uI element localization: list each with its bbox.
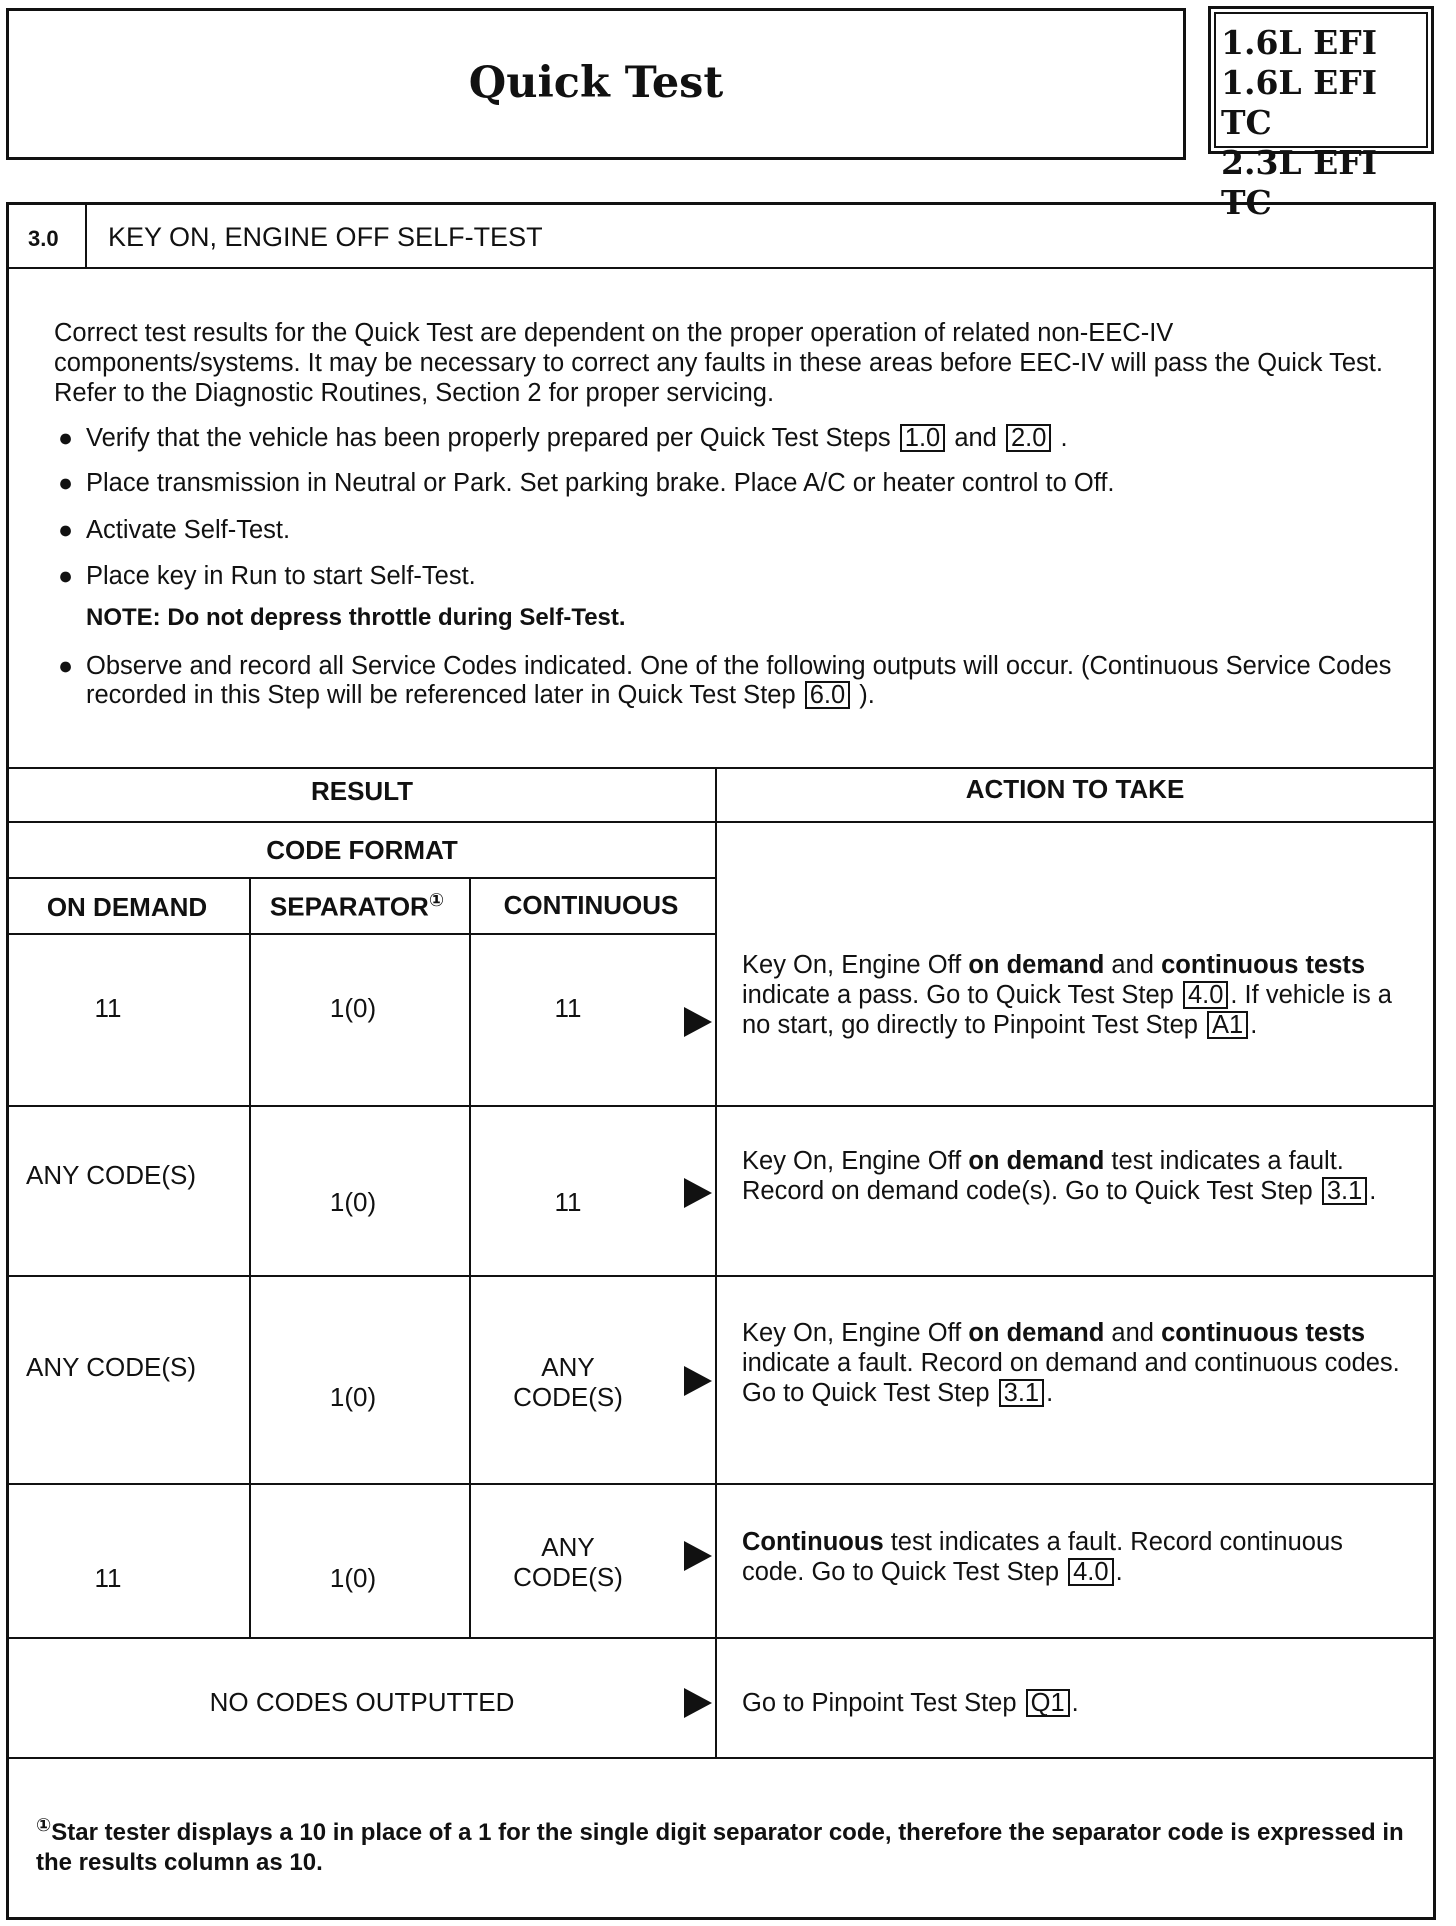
step-title: KEY ON, ENGINE OFF SELF-TEST bbox=[108, 222, 543, 252]
arrow-right-icon bbox=[684, 1541, 712, 1571]
action-cell: Key On, Engine Off on demand test indicates a fault. Record on demand code(s). Go to Quick Test Step 3.1 . bbox=[742, 1147, 1377, 1205]
result-header: RESULT bbox=[310, 776, 414, 806]
step-ref: 3.1 bbox=[999, 1379, 1044, 1407]
footnote-mark: ① bbox=[428, 890, 445, 910]
step-ref: 1.0 bbox=[900, 424, 945, 452]
step-number: 3.0 bbox=[28, 226, 59, 251]
divider bbox=[9, 933, 717, 935]
on-demand-cell: ANY CODE(S) bbox=[26, 1160, 196, 1190]
divider bbox=[9, 1483, 1433, 1485]
bullet-text: ). bbox=[859, 681, 875, 709]
list-item: ● Verify that the vehicle has been properly prepared per Quick Test Steps 1.0 and 2.0 . bbox=[58, 424, 1068, 452]
step-ref: 2.0 bbox=[1006, 424, 1051, 452]
intro-paragraph: Correct test results for the Quick Test are dependent on the proper operation of related non-EEC-IV components/systems. It may be necessary to correct any faults in these areas before EEC-IV will pass the Quick Test. Refer to the Diagnostic Routines, Section 2 for proper servicing. bbox=[54, 319, 1383, 407]
list-item bbox=[58, 516, 1408, 545]
divider bbox=[9, 1275, 1433, 1277]
col-header-continuous: CONTINUOUS bbox=[503, 890, 679, 920]
code-format-header: CODE FORMAT bbox=[266, 835, 458, 865]
list-item bbox=[58, 652, 1408, 710]
continuous-cell: ANY CODE(S) bbox=[513, 1532, 623, 1592]
action-header: ACTION TO TAKE bbox=[965, 774, 1185, 804]
on-demand-cell: ANY CODE(S) bbox=[26, 1352, 196, 1382]
on-demand-cell: 11 bbox=[94, 1563, 122, 1593]
footnote bbox=[36, 1815, 1416, 1878]
step-ref: Q1 bbox=[1026, 1689, 1070, 1717]
step-ref: 3.1 bbox=[1322, 1177, 1367, 1205]
bullet-text: Place key in Run to start Self-Test. bbox=[86, 562, 476, 590]
divider bbox=[469, 877, 471, 1637]
step-ref: 6.0 bbox=[805, 681, 850, 709]
continuous-cell: 11 bbox=[554, 993, 582, 1023]
divider bbox=[715, 767, 717, 1757]
footnote-mark: ① bbox=[36, 1815, 52, 1835]
bullet-text: Place transmission in Neutral or Park. Set parking brake. Place A/C or heater control to Off. bbox=[86, 469, 1115, 497]
list-item bbox=[58, 469, 1408, 498]
separator-cell: 1(0) bbox=[329, 1187, 377, 1217]
continuous-cell: 11 bbox=[554, 1187, 582, 1217]
divider bbox=[249, 877, 251, 1637]
col-header-label: SEPARATOR bbox=[269, 891, 429, 922]
divider bbox=[9, 767, 1433, 769]
bullet-icon: ● bbox=[58, 562, 74, 590]
step-ref: A1 bbox=[1207, 1011, 1248, 1039]
bullet-text: Observe and record all Service Codes indicated. One of the following outputs will occur. (Continuous Service Codes recorded in this Step will be referenced later in Quick Test Step bbox=[86, 652, 1392, 709]
bullet-icon: ● bbox=[58, 652, 74, 680]
action-cell: Key On, Engine Off on demand and continuous tests indicate a fault. Record on demand and continuous codes. Go to Quick Test Step 3.1 . bbox=[742, 1319, 1400, 1407]
action-cell: Key On, Engine Off on demand and continuous tests indicate a pass. Go to Quick Test Step 4.0 . If vehicle is a no start, go directly to Pinpoint Test Step A1 . bbox=[742, 951, 1392, 1039]
step-frame bbox=[6, 202, 1436, 1920]
engine-list bbox=[1208, 6, 1434, 222]
separator-cell: 1(0) bbox=[329, 1563, 377, 1593]
bullet-icon: ● bbox=[58, 469, 74, 497]
separator-cell: 1(0) bbox=[329, 1382, 377, 1412]
step-ref: 4.0 bbox=[1068, 1558, 1113, 1586]
divider bbox=[9, 1637, 1433, 1639]
action-cell: Go to Pinpoint Test Step Q1 . bbox=[742, 1689, 1079, 1717]
action-cell: Continuous test indicates a fault. Record continuous code. Go to Quick Test Step 4.0 . bbox=[742, 1528, 1343, 1586]
divider bbox=[85, 205, 87, 267]
note-text: NOTE: Do not depress throttle during Self-Test. bbox=[86, 604, 626, 631]
bullet-text: and bbox=[954, 424, 997, 452]
separator-cell: 1(0) bbox=[329, 993, 377, 1023]
divider bbox=[9, 877, 717, 879]
col-header-on-demand: ON DEMAND bbox=[46, 892, 208, 922]
engine-label: 1.6L EFI bbox=[1221, 23, 1378, 62]
bullet-icon: ● bbox=[58, 516, 74, 544]
on-demand-cell: 11 bbox=[94, 993, 122, 1023]
divider bbox=[9, 821, 1433, 823]
page-title: Quick Test bbox=[468, 58, 724, 108]
divider bbox=[9, 267, 1433, 269]
bullet-icon: ● bbox=[58, 424, 74, 452]
col-header-separator bbox=[248, 890, 466, 923]
result-cell: NO CODES OUTPUTTED bbox=[209, 1687, 515, 1717]
engine-label: 2.3L EFI TC bbox=[1221, 143, 1378, 222]
arrow-right-icon bbox=[684, 1688, 712, 1718]
arrow-right-icon bbox=[684, 1366, 712, 1396]
continuous-cell: ANY CODE(S) bbox=[513, 1352, 623, 1412]
bullet-text: Verify that the vehicle has been properly prepared per Quick Test Steps bbox=[86, 424, 891, 452]
arrow-right-icon bbox=[684, 1178, 712, 1208]
engine-label: 1.6L EFI TC bbox=[1221, 63, 1378, 142]
divider bbox=[9, 1757, 1433, 1759]
divider bbox=[9, 1105, 1433, 1107]
step-ref: 4.0 bbox=[1183, 981, 1228, 1009]
list-item bbox=[58, 562, 1408, 591]
arrow-right-icon bbox=[684, 1007, 712, 1037]
bullet-text: Activate Self-Test. bbox=[86, 516, 291, 544]
footnote-text: Star tester displays a 10 in place of a 1 for the single digit separator code, therefore the separator code is expressed in the results column as 10. bbox=[36, 1819, 1404, 1876]
